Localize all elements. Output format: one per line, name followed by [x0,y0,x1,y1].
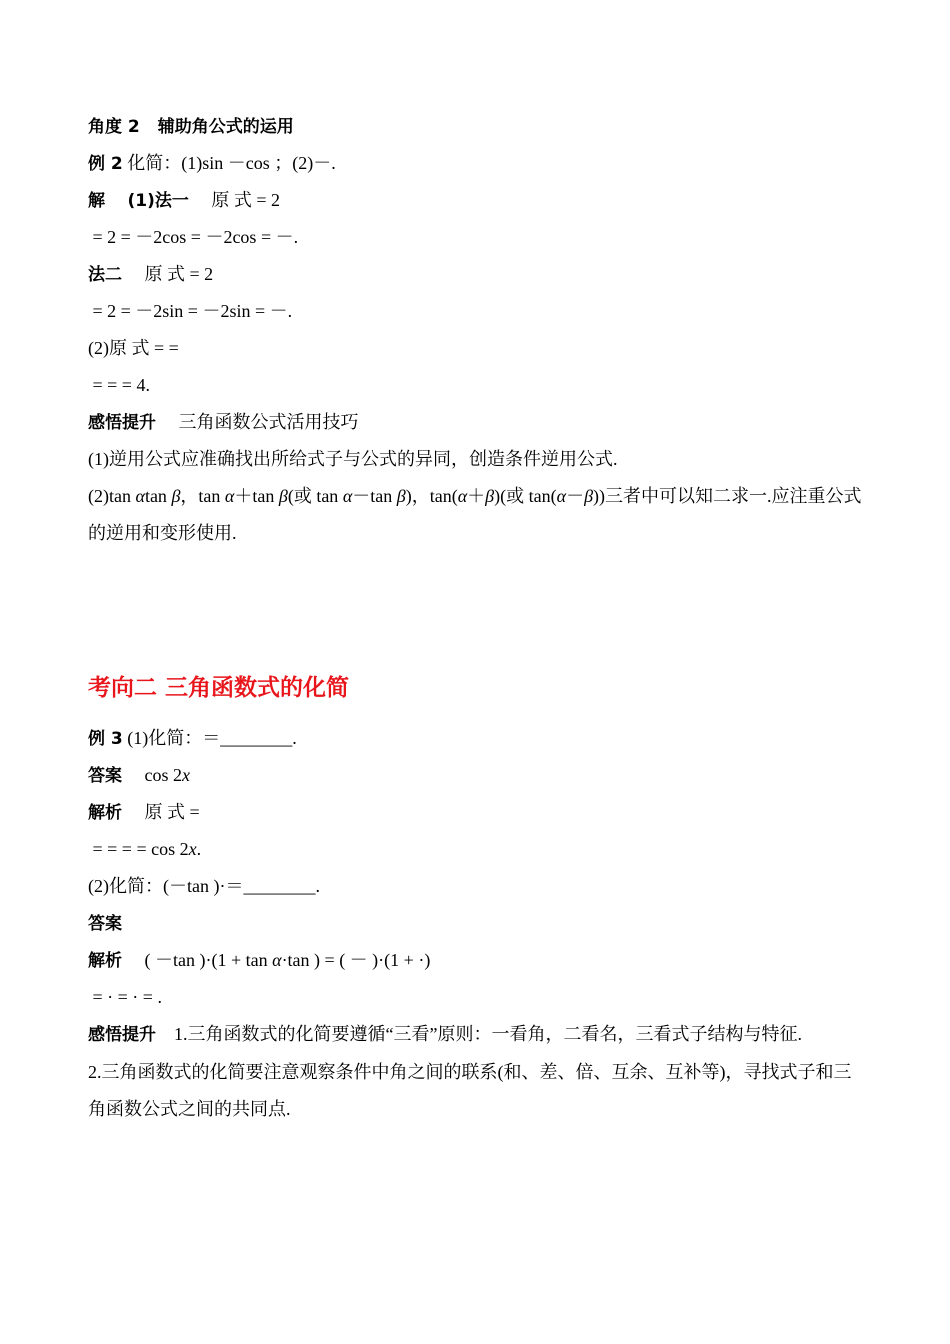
analysis1-line2 [88,831,868,868]
example2-label: 例 2 [88,154,123,174]
p2g: ＋tan [234,486,279,506]
insight2-p2-text: 2.三角函数式的化简要注意观察条件中角之间的联系(和、差、倍、互余、互补等)，寻找式子和三角函数公式之间的共同点. [88,1062,852,1119]
answer2-label: 答案 [88,914,122,934]
answer1-value-a: cos 2 [144,765,182,785]
p2b: α [135,486,145,506]
question2-text: (2)化简：(－tan )·＝________. [88,876,320,896]
insight2-label: 感悟提升 [88,1025,156,1045]
part2-line1 [88,330,868,367]
answer1-label: 答案 [88,766,122,786]
p2r: α [556,486,567,506]
angle2-title: 辅助角公式的运用 [157,117,294,137]
p2p: β [485,486,495,506]
p2s: － [566,486,585,506]
p2a: (2)tan [88,486,136,506]
angle2-label: 角度 2 [88,117,140,137]
part2-line1-text: (2)原 式 = = [88,338,179,358]
method1-label: (1)法一 [127,191,189,211]
analysis2-text-b: α [272,950,282,970]
method2-label: 法二 [88,265,122,285]
insight1-label: 感悟提升 [88,413,156,433]
example2 [88,145,868,182]
p2o: ＋ [467,486,486,506]
method2-text: 原 式 = 2 [144,264,214,284]
part1-content [88,108,868,552]
insight2-p2 [88,1054,868,1128]
insight1-title: 三角函数公式活用技巧 [178,412,359,432]
p2l: β [396,486,406,506]
analysis1-line2-a: = = = = cos 2 [92,839,189,859]
answer1 [88,757,868,794]
angle2-heading [88,108,868,145]
insight1-p2 [88,478,868,552]
insight1-heading [88,404,868,441]
analysis2-label: 解析 [88,951,122,971]
p2q: )(或 tan( [494,486,557,506]
insight2-p1-text: 1.三角函数式的化简要遵循“三看”原则：一看角，二看名，三看式子结构与特征. [174,1024,802,1044]
method2-line2 [88,293,868,330]
analysis1-line2-c: . [196,839,202,859]
example3 [88,720,868,757]
method2-line1 [88,256,868,293]
solution-line1 [88,182,868,219]
p2h: β [278,486,288,506]
method1-text: 原 式 = 2 [211,190,281,210]
insight2-p1 [88,1016,868,1054]
p2j: α [342,486,353,506]
p2n: α [457,486,468,506]
example2-text: 化简：(1)sin －cos ；(2)－. [127,153,336,173]
part2-content [88,720,868,1128]
analysis2-text-a: ( －tan )·(1 + tan [144,950,273,970]
analysis1-line2-b: x [188,839,197,859]
p2t: β [584,486,594,506]
p2c: tan [144,486,172,506]
p2i: (或 tan [287,486,343,506]
analysis2 [88,942,868,979]
answer1-value-b: x [182,765,190,785]
p2d: β [171,486,181,506]
p2e: ，tan [180,486,225,506]
insight1-p1-text: (1)逆用公式应准确找出所给式子与公式的异同，创造条件逆用公式. [88,449,618,469]
analysis1 [88,794,868,831]
analysis2-line2 [88,979,868,1016]
method2-line2-text: = 2 = －2sin = －2sin = －. [92,301,293,321]
analysis1-label: 解析 [88,803,122,823]
answer2 [88,905,868,942]
p2m: )，tan( [405,486,458,506]
part2-line2-text: = = = 4. [92,375,150,395]
p2f: α [224,486,235,506]
example3-text: (1)化简：＝________. [127,728,297,748]
solution-line2-text: = 2 = －2cos = －2cos = －. [92,227,299,247]
p2u: ))三者中可以知二求一.应注重公式的逆用和变形使用. [88,486,862,543]
analysis2-text-c: ·tan ) = ( － )·(1 + ·) [281,950,431,970]
section-title: 考向二 三角函数式的化简 [88,675,350,701]
p2k: －tan [352,486,397,506]
question2 [88,868,868,905]
solution-label: 解 [88,191,105,211]
insight1-p1 [88,441,868,478]
example3-label: 例 3 [88,729,123,749]
analysis2-line2-text: = · = · = . [92,987,162,1007]
solution-line2 [88,219,868,256]
part2-line2 [88,367,868,404]
analysis1-text: 原 式 = [144,802,200,822]
